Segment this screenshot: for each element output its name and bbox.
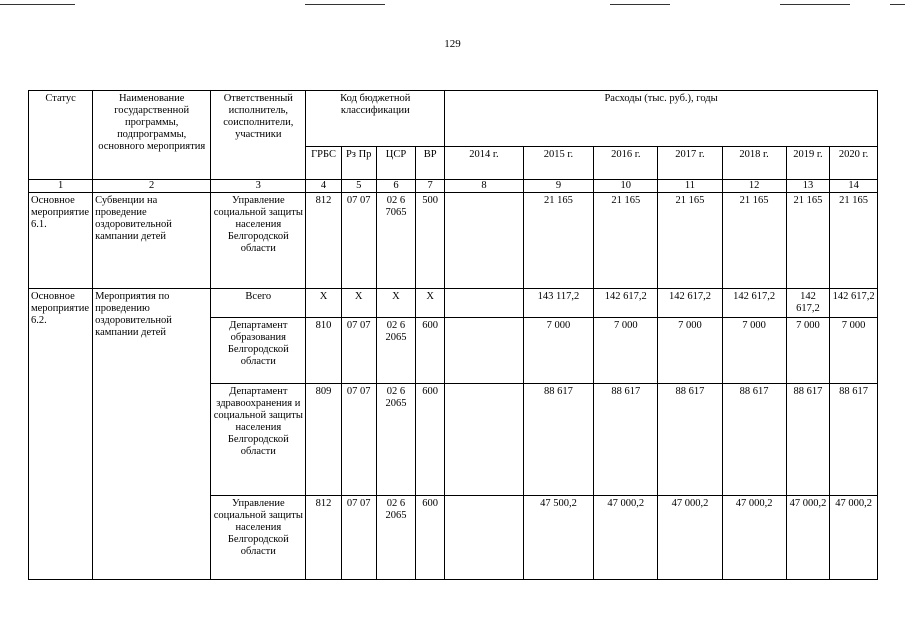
table-row [29,289,878,318]
column-number: 3 [211,180,306,193]
column-number: 2 [93,180,211,193]
grbs-cell: Х [306,289,341,318]
amount-cell: 47 000,2 [658,496,722,580]
vr-cell: 600 [416,384,445,496]
rzpr-cell: Х [341,289,376,318]
amount-cell [445,289,524,318]
amount-cell: 47 000,2 [722,496,786,580]
scan-artifact-line [890,4,905,5]
header-expenses: Расходы (тыс. руб.), годы [445,91,878,147]
page-number: 129 [444,38,461,50]
rzpr-cell: 07 07 [341,318,376,384]
amount-cell: 142 617,2 [830,289,878,318]
amount-cell: 7 000 [658,318,722,384]
amount-cell: 21 165 [523,193,593,289]
amount-cell: 88 617 [830,384,878,496]
amount-cell: 7 000 [722,318,786,384]
amount-cell: 88 617 [786,384,829,496]
rzpr-cell: 07 07 [341,193,376,289]
amount-cell: 88 617 [523,384,593,496]
amount-cell: 21 165 [722,193,786,289]
amount-cell [445,384,524,496]
csr-cell: 02 6 7065 [376,193,415,289]
header-vr: ВР [416,147,445,180]
grbs-cell: 809 [306,384,341,496]
header-year: 2014 г. [445,147,524,180]
status-cell: Основное мероприятие 6.1. [29,193,93,289]
header-year: 2016 г. [594,147,658,180]
amount-cell: 88 617 [658,384,722,496]
grbs-cell: 812 [306,193,341,289]
scan-artifact-line [0,4,75,5]
csr-cell: 02 6 2065 [376,318,415,384]
amount-cell: 143 117,2 [523,289,593,318]
amount-cell: 7 000 [830,318,878,384]
header-grbs: ГРБС [306,147,341,180]
amount-cell: 7 000 [594,318,658,384]
column-number: 5 [341,180,376,193]
csr-cell: 02 6 2065 [376,496,415,580]
responsible-cell: Управление социальной защиты населения Белгородской области [211,496,306,580]
amount-cell [445,193,524,289]
scan-artifact-line [305,4,385,5]
amount-cell: 21 165 [786,193,829,289]
status-cell: Основное мероприятие 6.2. [29,289,93,580]
amount-cell [445,318,524,384]
amount-cell: 88 617 [594,384,658,496]
header-year: 2019 г. [786,147,829,180]
activity-name-cell: Мероприятия по проведению оздоровительной кампании детей [93,289,211,580]
amount-cell: 47 000,2 [594,496,658,580]
vr-cell: 600 [416,496,445,580]
header-year: 2018 г. [722,147,786,180]
table-header-row [29,91,878,147]
amount-cell: 142 617,2 [594,289,658,318]
column-number: 10 [594,180,658,193]
header-csr: ЦСР [376,147,415,180]
activity-name-cell: Субвенции на проведение оздоровительной кампании детей [93,193,211,289]
rzpr-cell: 07 07 [341,384,376,496]
column-number: 14 [830,180,878,193]
header-budget-code: Код бюджетной классификации [306,91,445,147]
header-responsible: Ответственный исполнитель, соисполнители, участники [211,91,306,180]
column-number-row [29,180,878,193]
scan-artifact-line [780,4,850,5]
amount-cell [445,496,524,580]
responsible-cell: Управление социальной защиты населения Белгородской области [211,193,306,289]
header-rzpr: Рз Пр [341,147,376,180]
amount-cell: 142 617,2 [786,289,829,318]
amount-cell: 47 500,2 [523,496,593,580]
column-number: 12 [722,180,786,193]
column-number: 1 [29,180,93,193]
amount-cell: 47 000,2 [830,496,878,580]
budget-table [28,90,878,580]
header-year: 2017 г. [658,147,722,180]
responsible-cell: Всего [211,289,306,318]
grbs-cell: 812 [306,496,341,580]
vr-cell: Х [416,289,445,318]
amount-cell: 47 000,2 [786,496,829,580]
header-status: Статус [29,91,93,180]
amount-cell: 142 617,2 [722,289,786,318]
vr-cell: 500 [416,193,445,289]
amount-cell: 88 617 [722,384,786,496]
column-number: 7 [416,180,445,193]
column-number: 13 [786,180,829,193]
column-number: 9 [523,180,593,193]
amount-cell: 7 000 [786,318,829,384]
column-number: 8 [445,180,524,193]
header-year: 2020 г. [830,147,878,180]
column-number: 11 [658,180,722,193]
grbs-cell: 810 [306,318,341,384]
amount-cell: 142 617,2 [658,289,722,318]
amount-cell: 7 000 [523,318,593,384]
amount-cell: 21 165 [594,193,658,289]
scan-artifact-line [610,4,670,5]
csr-cell: 02 6 2065 [376,384,415,496]
amount-cell: 21 165 [830,193,878,289]
responsible-cell: Департамент образования Белгородской области [211,318,306,384]
header-name: Наименование государственной программы, подпрограммы, основного мероприятия [93,91,211,180]
vr-cell: 600 [416,318,445,384]
amount-cell: 21 165 [658,193,722,289]
column-number: 6 [376,180,415,193]
csr-cell: Х [376,289,415,318]
header-year: 2015 г. [523,147,593,180]
column-number: 4 [306,180,341,193]
table-row [29,193,878,289]
responsible-cell: Департамент здравоохранения и социальной защиты населения Белгородской области [211,384,306,496]
rzpr-cell: 07 07 [341,496,376,580]
